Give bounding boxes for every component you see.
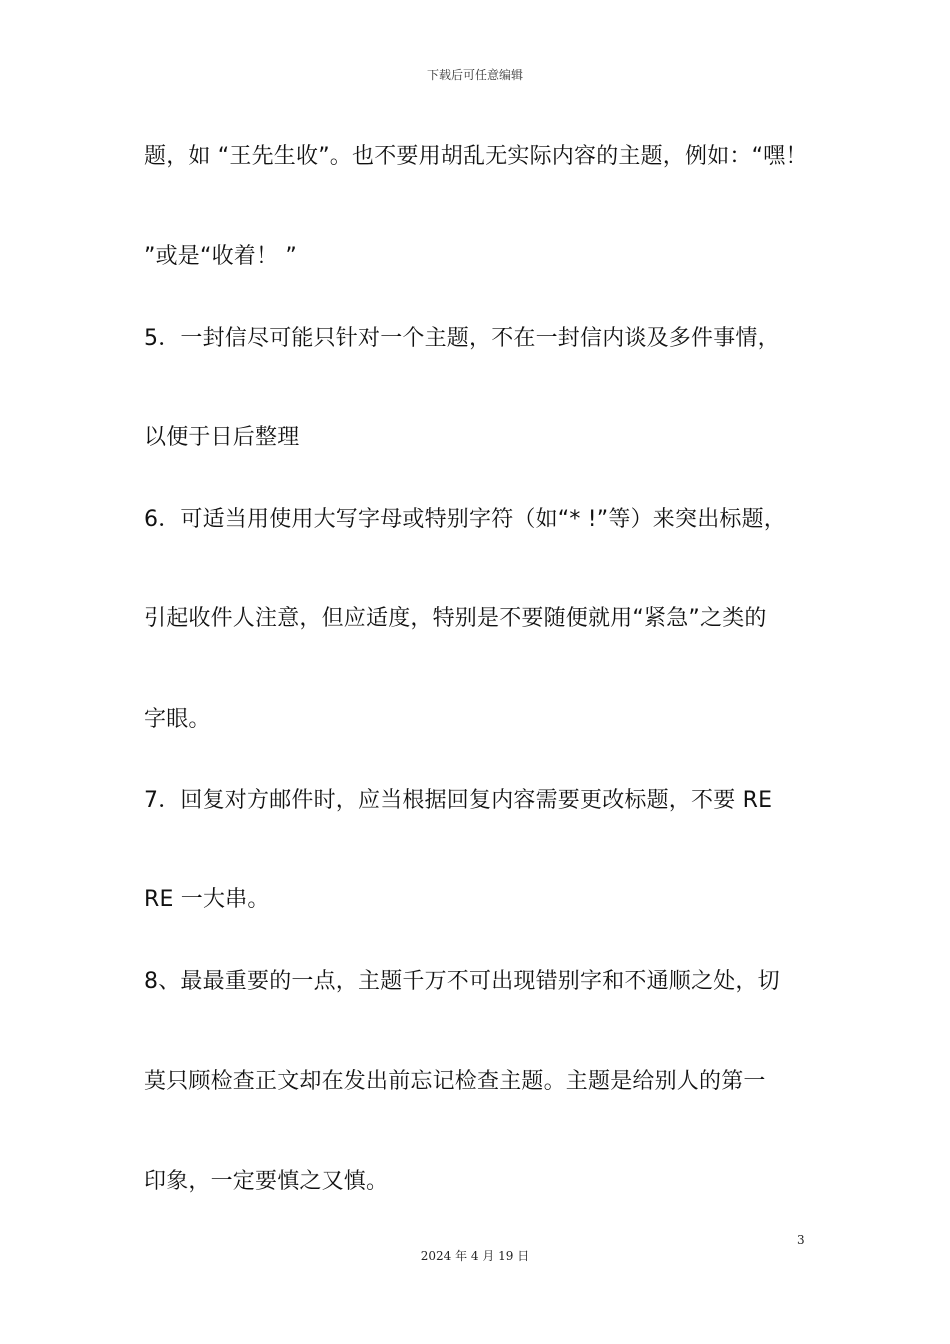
- body-line-1: 题，如 “王先生收”。也不要用胡乱无实际内容的主题，例如：“嘿！: [144, 144, 808, 169]
- page-header: 下载后可任意编辑: [426, 68, 523, 82]
- body-line-8: 7．回复对方邮件时，应当根据回复内容需要更改标题，不要 RE: [144, 788, 773, 813]
- body-line-4: 以便于日后整理: [144, 425, 300, 450]
- body-line-11: 莫只顾检查正文却在发出前忘记检查主题。主题是给别人的第一: [144, 1069, 766, 1094]
- body-line-12: 印象，一定要慎之又慎。: [144, 1169, 389, 1194]
- page-number: 3: [797, 1233, 805, 1247]
- body-line-9: RE 一大串。: [144, 887, 270, 912]
- body-line-6: 引起收件人注意，但应适度，特别是不要随便就用“紧急”之类的: [144, 606, 767, 631]
- body-line-3: 5．一封信尽可能只针对一个主题，不在一封信内谈及多件事情，: [144, 326, 780, 351]
- body-line-10: 8、最最重要的一点，主题千万不可出现错别字和不通顺之处，切: [144, 969, 780, 994]
- body-line-5: 6．可适当用使用大写字母或特别字符（如“* !”等）来突出标题，: [144, 507, 787, 532]
- body-line-7: 字眼。: [144, 707, 211, 732]
- page-footer-date: 2024 年 4 月 19 日: [420, 1249, 530, 1263]
- body-line-2: ”或是“收着！ ”: [144, 244, 297, 269]
